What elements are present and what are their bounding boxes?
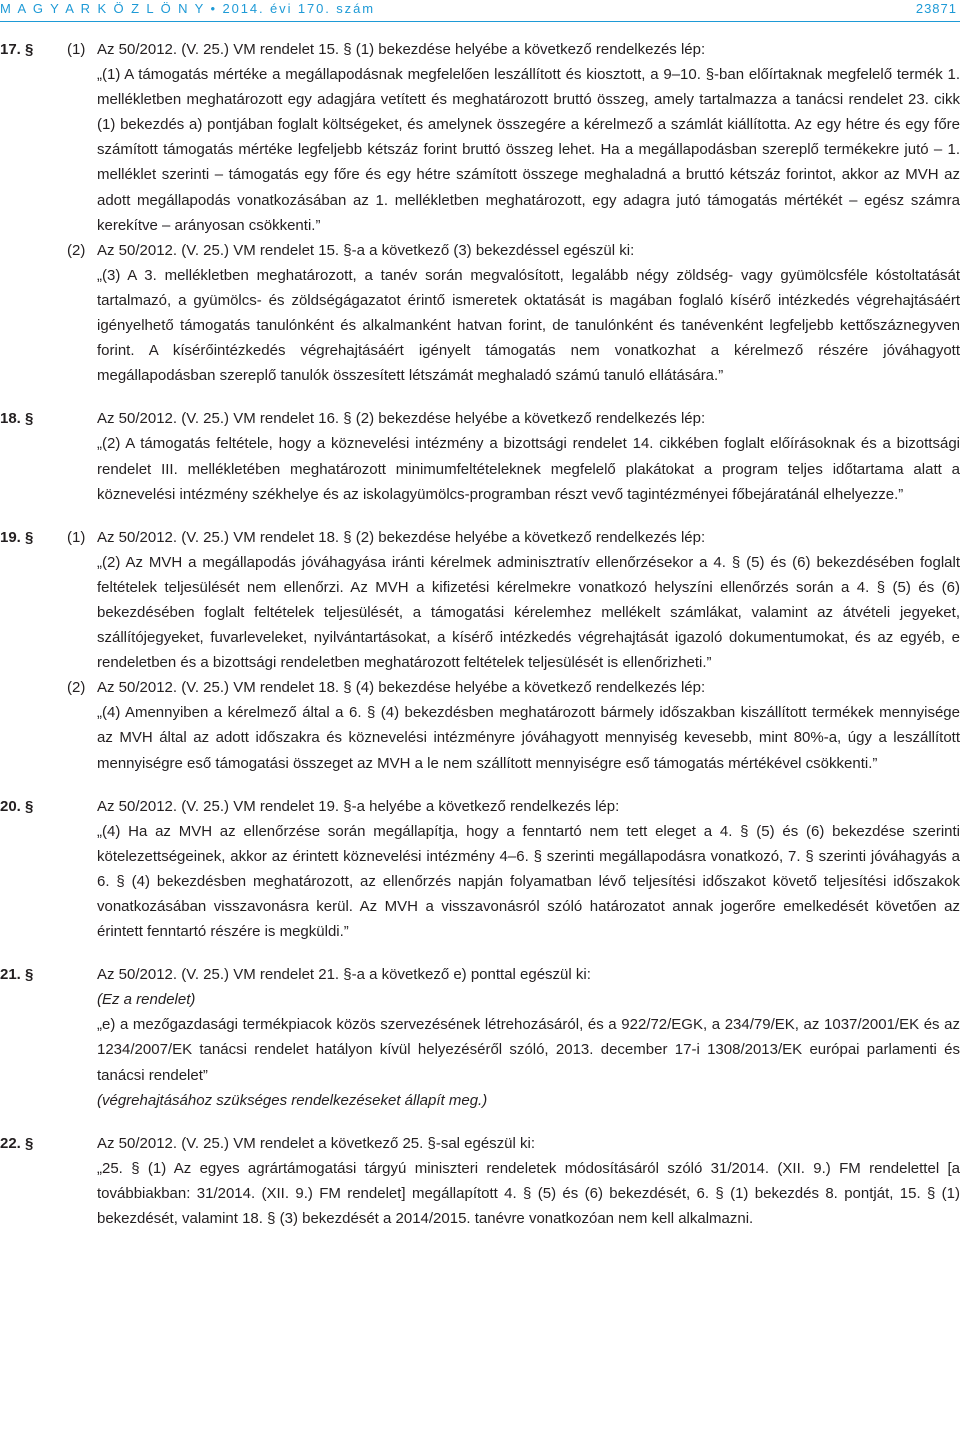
section-21: [0, 962, 960, 1113]
amendment-intro: Az 50/2012. (V. 25.) VM rendelet a következő 25. §-sal egészül ki:: [97, 1134, 536, 1152]
section-number: 22. §: [0, 1134, 34, 1152]
section-number: 17. §: [0, 41, 34, 58]
amendment-text: „(1) A támogatás mértéke a megállapodásnak megfelelően leszállított és kiosztott, a 9–10. §-ban előírtaknak megfelelő termék 1. mellékletben meghatározott egy adagjára vetített és meghatározott bruttó összeg, amely tartalmazza a tanácsi rendelet 23. cikk (1) bekezdés a) pontjában foglalt költségeket, és amelynek összegére a kérelmező a számlát kiállította. Az egy hétre és egy főre számított támogatás mértéke legfeljebb kétszáz forint bruttó összeg lehet. Ha a megállapodásban szereplő termékekre jutó – 1. melléklet szerinti – támogatás egy főre és egy hétre számított összege meghaladná a bruttó kétszáz forintot, akkor az MVH az adott megállapodás vonatkozásában az 1. mellékletben meghatározott, egy adagra jutó támogatás mértékét – egész számra kerekítve – arányosan csökkenti.”: [97, 66, 960, 234]
amendment-text: „(4) Ha az MVH az ellenőrzése során megállapítja, hogy a fenntartó nem tett eleget a 4. § (5) és (6) bekezdése szerinti kötelezettségeinek, akkor az érintett köznevelési intézmény 4–6. § szerinti megállapodásra vonatkozó, 7. § szerinti jóváhagyás a 6. § (4) bekezdésben meghatározott, az ellenőrzés napján folyamatban lévő teljesítési időszakot követő teljesítési időszakok vonatkozásában visszavonásra kerül. Az MVH a visszavonásról szóló határozatot annak jogerőre emelkedését követően az érintett fenntartó részére is megküldi.”: [97, 822, 960, 941]
header-rule: [0, 21, 960, 22]
amendment-intro: Az 50/2012. (V. 25.) VM rendelet 15. §-a a következő (3) bekezdéssel egészül ki:: [97, 241, 635, 259]
amendment-intro: Az 50/2012. (V. 25.) VM rendelet 18. § (2) bekezdése helyébe a következő rendelkezés lép:: [97, 528, 706, 546]
amendment-text: „(2) Az MVH a megállapodás jóváhagyása iránti kérelmek adminisztratív ellenőrzésekor a 4. § (5) és (6) bekezdésében foglalt feltételek teljesülését nem ellenőrzi. Az MVH a kifizetési kérelmekre vonatkozó helyszíni ellenőrzés során a 4. § (5) és (6) bekezdésében foglalt feltételek teljesülését, a támogatási kérelemhez mellékelt számlákat, valamint az átvételi jegyeket, szállítójegyeket, fuvarleveleket, nyilvántartásokat, a kísérő intézkedés végrehajtását igazoló dokumentumokat, és az egyéb, e rendeletben és a bizottsági rendeletben meghatározott feltételek teljesülését is ellenőrizheti.”: [97, 553, 960, 672]
section-17: [0, 37, 960, 388]
subsection: [67, 675, 960, 775]
amendment-intro: Az 50/2012. (V. 25.) VM rendelet 21. §-a a következő e) ponttal egészül ki:: [97, 966, 591, 984]
section-18: [0, 406, 960, 506]
section-number: 21. §: [0, 966, 34, 984]
subsection: [97, 962, 960, 1113]
subsection: [67, 525, 960, 676]
section-number: 19. §: [0, 528, 34, 546]
subsection: [97, 1131, 960, 1231]
amendment-intro: Az 50/2012. (V. 25.) VM rendelet 15. § (1) bekezdése helyébe a következő rendelkezés lép:: [97, 41, 706, 58]
subsection-number: (2): [67, 241, 86, 259]
amendment-text: „(4) Amennyiben a kérelmező által a 6. § (4) bekezdésben meghatározott bármely időszakban kiszállított termékek mennyisége az MVH által az adott időszakra és köznevelési intézményre jóváhagyott mennyiség kevesebb, mint 80%-a, úgy a leszállított mennyiségre eső támogatási összeget az MVH a le nem szállított mennyiségre eső támogatás mértékével csökkenti.”: [97, 704, 960, 772]
section-19: [0, 525, 960, 776]
subsection-number: (1): [67, 41, 86, 58]
section-number: 20. §: [0, 797, 34, 815]
amendment-text: „e) a mezőgazdasági termékpiacok közös szervezésének létrehozásáról, és a 922/72/EGK, a 234/79/EK, az 1037/2001/EK és az 1234/2007/EK tanácsi rendelet hatályon kívül helyezéséről szóló, 2013. december 17-i 1308/2013/EK európai parlamenti és tanácsi rendelet”: [97, 1016, 960, 1084]
amendment-intro: Az 50/2012. (V. 25.) VM rendelet 19. §-a helyébe a következő rendelkezés lép:: [97, 797, 620, 815]
subsection-number: (2): [67, 679, 86, 697]
subsection: [67, 238, 960, 389]
section-number: 18. §: [0, 410, 34, 428]
context-phrase-close: (végrehajtásához szükséges rendelkezéseket állapít meg.): [97, 1091, 488, 1109]
context-phrase-open: (Ez a rendelet): [97, 991, 196, 1009]
section-22: [0, 1131, 960, 1231]
subsection: [97, 794, 960, 945]
journal-title: M A G Y A R K Ö Z L Ö N Y • 2014. évi 170. szám: [0, 1, 375, 16]
amendment-text: „(3) A 3. mellékletben meghatározott, a tanév során megvalósított, legalább négy zöldség- vagy gyümölcsféle kóstoltatását tartalmazó, a gyümölcs- és zöldségágazatot érintő ismeretek oktatását is magában foglaló kísérő intézkedés végrehajtásáért igényelhető támogatás tanulónként és alkalmanként hatvan forint, de tanulónként és tanévenként legfeljebb kettőszáznegyven forint. A kísérőintézkedés végrehajtásáért igényelt támogatás nem vonatkozhat a kérelmező részére jóváhagyott megállapodásban szereplő tanulók összesített létszámát meghaladó számú tanuló ellátására.”: [97, 266, 960, 385]
subsection: [67, 37, 960, 238]
section-20: [0, 794, 960, 945]
subsection-number: (1): [67, 528, 86, 546]
subsection: [97, 406, 960, 506]
amendment-text: „(2) A támogatás feltétele, hogy a köznevelési intézmény a bizottsági rendelet 14. cikkében foglalt előírásoknak és a bizottsági rendelet III. mellékletében meghatározott minimumfeltételeknek megfelelő plakátokat a program teljes időtartama alatt a köznevelési intézmény székhelye és az iskolagyümölcs-programban részt vevő tagintézményei főbejáratánál elhelyezze.”: [97, 435, 960, 503]
amendment-intro: Az 50/2012. (V. 25.) VM rendelet 18. § (4) bekezdése helyébe a következő rendelkezés lép:: [97, 679, 706, 697]
running-header: [0, 0, 960, 22]
page-number: 23871: [915, 1, 957, 16]
document-body: [0, 37, 960, 1231]
amendment-text: „25. § (1) Az egyes agrártámogatási tárgyú miniszteri rendeletek módosításáról szóló 31/2014. (XII. 9.) FM rendelettel [a továbbiakban: 31/2014. (XII. 9.) FM rendelet] megállapított 4. § (5) és (6) bekezdését, 6. § (1) bekezdés 8. pontját, 15. § (1) bekezdését, valamint 18. § (3) bekezdését a 2014/2015. tanévre vonatkozóan nem kell alkalmazni.: [97, 1159, 960, 1228]
amendment-intro: Az 50/2012. (V. 25.) VM rendelet 16. § (2) bekezdése helyébe a következő rendelkezés lép:: [97, 410, 706, 428]
